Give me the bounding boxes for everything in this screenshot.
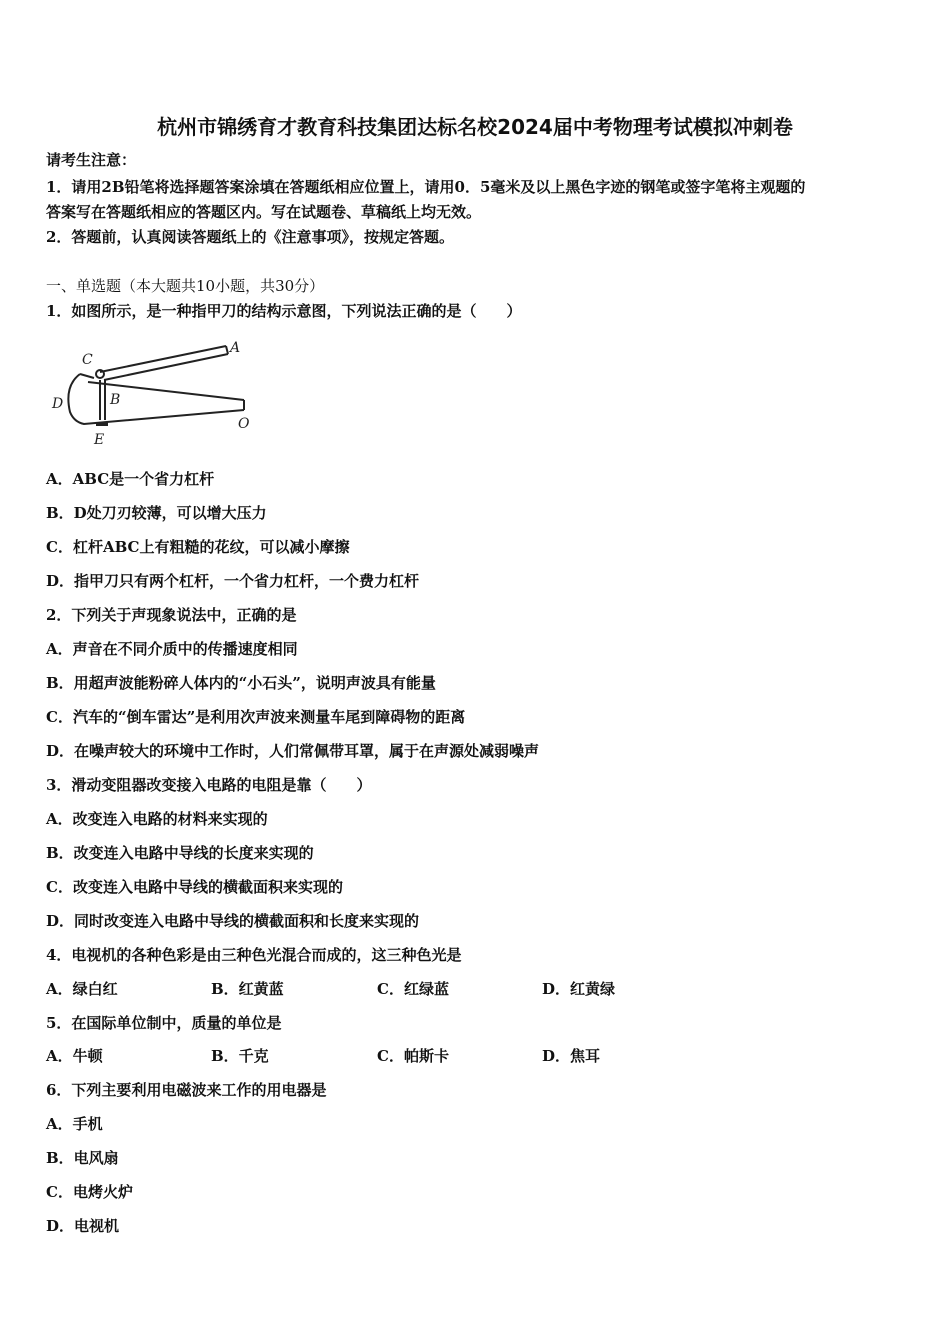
- question-5-option-d: D．焦耳: [542, 1047, 601, 1065]
- label-c: C: [82, 352, 93, 368]
- question-3-option-b: B．改变连入电路中导线的长度来实现的: [46, 844, 314, 862]
- label-d: D: [52, 396, 64, 412]
- question-3-option-c: C．改变连入电路中导线的横截面积来实现的: [46, 878, 343, 896]
- question-2-stem: 2．下列关于声现象说法中，正确的是: [46, 606, 297, 624]
- question-1-stem: 1．如图所示，是一种指甲刀的结构示意图，下列说法正确的是（ ）: [46, 302, 522, 320]
- question-2-option-b: B．用超声波能粉碎人体内的“小石头”，说明声波具有能量: [46, 674, 436, 692]
- lever-abc-end: [226, 346, 228, 354]
- question-6-stem: 6．下列主要利用电磁波来工作的用电器是: [46, 1081, 327, 1099]
- question-2-option-a: A．声音在不同介质中的传播速度相同: [46, 640, 298, 658]
- nail-clipper-diagram: [48, 338, 258, 450]
- question-6-option-b: B．电风扇: [46, 1149, 119, 1167]
- question-1-option-c: C．杠杆ABC上有粗糙的花纹，可以减小摩擦: [46, 538, 350, 556]
- question-4-stem: 4．电视机的各种色彩是由三种色光混合而成的，这三种色光是: [46, 946, 462, 964]
- question-6-option-a: A．手机: [46, 1115, 103, 1133]
- label-e: E: [94, 432, 105, 448]
- question-6-option-c: C．电烤火炉: [46, 1183, 133, 1201]
- question-1-option-d: D．指甲刀只有两个杠杆，一个省力杠杆，一个费力杠杆: [46, 572, 420, 590]
- question-1-option-b: B．D处刀刃较薄，可以增大压力: [46, 504, 267, 522]
- question-4-option-b: B．红黄蓝: [211, 980, 284, 998]
- label-a: A: [230, 340, 241, 356]
- question-2-option-d: D．在噪声较大的环境中工作时，人们常佩带耳罩，属于在声源处减弱噪声: [46, 742, 540, 760]
- question-1-option-a: A．ABC是一个省力杠杆: [46, 470, 215, 488]
- question-5-option-b: B．千克: [211, 1047, 269, 1065]
- label-o: O: [238, 416, 250, 432]
- question-5-option-a: A．牛顿: [46, 1047, 103, 1065]
- question-5-stem: 5．在国际单位制中，质量的单位是: [46, 1014, 282, 1032]
- front-jaw: [80, 374, 94, 378]
- question-2-option-c: C．汽车的“倒车雷达”是利用次声波来测量车尾到障碍物的距离: [46, 708, 466, 726]
- pad-e: [96, 422, 108, 426]
- question-6-option-d: D．电视机: [46, 1217, 120, 1235]
- notice-heading: 请考生注意：: [46, 151, 137, 169]
- question-3-option-d: D．同时改变连入电路中导线的横截面积和长度来实现的: [46, 912, 420, 930]
- question-3-stem: 3．滑动变阻器改变接入电路的电阻是靠（ ）: [46, 776, 372, 794]
- label-b: B: [110, 392, 121, 408]
- notice-item-1-line-2: 答案写在答题纸相应的答题区内。写在试题卷、草稿纸上均无效。: [46, 203, 482, 221]
- question-4-option-d: D．红黄绿: [542, 980, 616, 998]
- page-title: 杭州市锦绣育才教育科技集团达标名校2024届中考物理考试模拟冲刺卷: [157, 115, 793, 139]
- question-3-option-a: A．改变连入电路的材料来实现的: [46, 810, 268, 828]
- question-4-option-a: A．绿白红: [46, 980, 118, 998]
- question-4-option-c: C．红绿蓝: [377, 980, 449, 998]
- question-5-option-c: C．帕斯卡: [377, 1047, 449, 1065]
- lower-body-outline: [68, 374, 244, 424]
- notice-item-2: 2．答题前，认真阅读答题纸上的《注意事项》，按规定答题。: [46, 228, 454, 246]
- notice-item-1-line-1: 1．请用2B铅笔将选择题答案涂填在答题纸相应位置上，请用0．5毫米及以上黑色字迹的钢笔或签字笔将主观题的: [46, 178, 806, 196]
- section-heading: 一、单选题（本大题共10小题，共30分）: [46, 277, 325, 295]
